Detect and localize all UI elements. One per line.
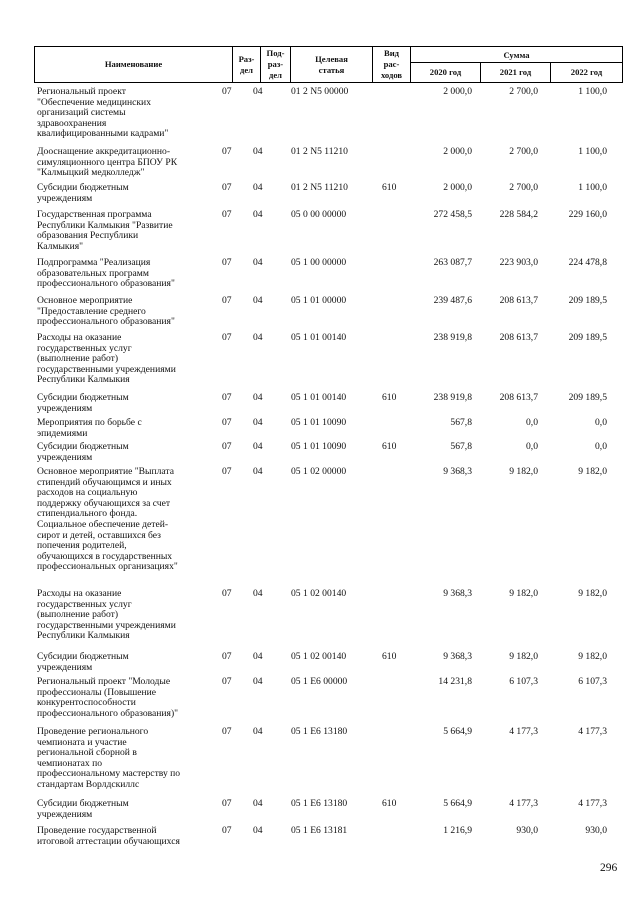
row-subsection: 04 xyxy=(253,676,263,687)
row-amount-2022: 1 100,0 xyxy=(578,146,607,157)
row-name: Мероприятия по борьбе с эпидемиями xyxy=(37,417,142,439)
row-target: 05 1 02 00000 xyxy=(291,466,347,477)
row-target: 05 1 00 00000 xyxy=(291,257,347,268)
row-expense-type: 610 xyxy=(382,182,397,193)
row-amount-2021: 208 613,7 xyxy=(499,392,538,403)
row-amount-2022: 4 177,3 xyxy=(578,726,607,737)
row-subsection: 04 xyxy=(253,825,263,836)
row-section: 07 xyxy=(222,466,232,477)
page-number: 296 xyxy=(600,862,618,874)
row-subsection: 04 xyxy=(253,295,263,306)
header-sum: Сумма xyxy=(411,47,622,63)
row-amount-2021: 0,0 xyxy=(526,417,538,428)
header-target: Целевая статья xyxy=(291,47,373,82)
row-section: 07 xyxy=(222,825,232,836)
row-amount-2022: 1 100,0 xyxy=(578,182,607,193)
row-amount-2020: 263 087,7 xyxy=(433,257,472,268)
row-expense-type: 610 xyxy=(382,798,397,809)
row-expense-type: 610 xyxy=(382,651,397,662)
row-target: 05 1 E6 13180 xyxy=(291,726,348,737)
row-subsection: 04 xyxy=(253,332,263,343)
row-target: 01 2 N5 11210 xyxy=(291,182,348,193)
row-amount-2020: 1 216,9 xyxy=(443,825,472,836)
row-amount-2020: 9 368,3 xyxy=(443,466,472,477)
row-target: 01 2 N5 00000 xyxy=(291,86,349,97)
row-target: 05 1 01 00140 xyxy=(291,332,347,343)
row-amount-2022: 229 160,0 xyxy=(568,209,607,220)
row-section: 07 xyxy=(222,798,232,809)
row-amount-2021: 0,0 xyxy=(526,441,538,452)
row-amount-2022: 209 189,5 xyxy=(568,392,607,403)
row-target: 05 1 E6 13180 xyxy=(291,798,348,809)
row-amount-2022: 9 182,0 xyxy=(578,651,607,662)
header-expense-type: Вид рас- ходов xyxy=(373,47,411,82)
row-amount-2020: 5 664,9 xyxy=(443,798,472,809)
row-name: Субсидии бюджетным учреждениям xyxy=(37,798,129,820)
header-2022: 2022 год xyxy=(570,67,603,77)
row-amount-2022: 0,0 xyxy=(595,417,607,428)
row-subsection: 04 xyxy=(253,392,263,403)
row-subsection: 04 xyxy=(253,588,263,599)
row-section: 07 xyxy=(222,726,232,737)
row-amount-2022: 0,0 xyxy=(595,441,607,452)
row-amount-2021: 4 177,3 xyxy=(509,726,538,737)
row-amount-2021: 208 613,7 xyxy=(499,332,538,343)
table-header xyxy=(34,46,623,83)
row-amount-2021: 4 177,3 xyxy=(509,798,538,809)
row-target: 05 1 01 10090 xyxy=(291,417,347,428)
row-amount-2020: 567,8 xyxy=(450,417,472,428)
row-target: 05 1 01 00000 xyxy=(291,295,347,306)
row-name: Расходы на оказание государственных услуг (выполнение работ) государственными учреждениями Республики Калмыкия xyxy=(37,332,176,386)
row-amount-2021: 930,0 xyxy=(516,825,538,836)
row-section: 07 xyxy=(222,392,232,403)
row-section: 07 xyxy=(222,86,232,97)
row-amount-2022: 209 189,5 xyxy=(568,295,607,306)
row-amount-2021: 6 107,3 xyxy=(509,676,538,687)
row-target: 05 1 01 00140 xyxy=(291,392,347,403)
row-amount-2022: 9 182,0 xyxy=(578,466,607,477)
row-expense-type: 610 xyxy=(382,441,397,452)
row-amount-2020: 2 000,0 xyxy=(443,86,472,97)
row-amount-2022: 1 100,0 xyxy=(578,86,607,97)
row-amount-2022: 6 107,3 xyxy=(578,676,607,687)
row-amount-2022: 4 177,3 xyxy=(578,798,607,809)
row-amount-2021: 9 182,0 xyxy=(509,651,538,662)
row-target: 05 0 00 00000 xyxy=(291,209,347,220)
row-subsection: 04 xyxy=(253,257,263,268)
row-subsection: 04 xyxy=(253,182,263,193)
row-amount-2021: 223 903,0 xyxy=(499,257,538,268)
row-target: 05 1 01 10090 xyxy=(291,441,347,452)
header-section: Раз- дел xyxy=(233,47,261,82)
row-section: 07 xyxy=(222,417,232,428)
row-name: Проведение регионального чемпионата и участие региональной сборной в чемпионатах по профессиональному мастерству по стандартам Ворлдскиллс xyxy=(37,726,181,790)
row-name: Субсидии бюджетным учреждениям xyxy=(37,441,129,463)
row-name: Субсидии бюджетным учреждениям xyxy=(37,392,129,414)
row-amount-2021: 228 584,2 xyxy=(499,209,538,220)
row-name: Региональный проект "Молодые профессионалы (Повышение конкурентоспособности профессионального образования)" xyxy=(37,676,179,719)
row-name: Подпрограмма "Реализация образовательных программ профессионального образования" xyxy=(37,257,175,290)
row-section: 07 xyxy=(222,676,232,687)
row-amount-2020: 239 487,6 xyxy=(433,295,472,306)
row-target: 01 2 N5 11210 xyxy=(291,146,348,157)
row-amount-2020: 238 919,8 xyxy=(433,332,472,343)
row-amount-2021: 2 700,0 xyxy=(509,146,538,157)
row-amount-2020: 567,8 xyxy=(450,441,472,452)
row-subsection: 04 xyxy=(253,726,263,737)
row-name: Основное мероприятие "Выплата стипендий обучающимся и иных расходов на социальную поддержку обучающихся за счет стипендиального фонда. Социальное обеспечение детей- сирот и детей, оставшихся без попечения родителей, обучающихся в государственных профессиональных организациях" xyxy=(37,466,178,573)
row-section: 07 xyxy=(222,146,232,157)
row-amount-2022: 224 478,8 xyxy=(568,257,607,268)
row-section: 07 xyxy=(222,182,232,193)
row-subsection: 04 xyxy=(253,441,263,452)
row-amount-2020: 2 000,0 xyxy=(443,146,472,157)
row-amount-2022: 209 189,5 xyxy=(568,332,607,343)
row-target: 05 1 E6 00000 xyxy=(291,676,348,687)
row-amount-2022: 930,0 xyxy=(585,825,607,836)
header-2021: 2021 год xyxy=(481,62,551,82)
row-section: 07 xyxy=(222,295,232,306)
row-subsection: 04 xyxy=(253,651,263,662)
row-name: Расходы на оказание государственных услуг (выполнение работ) государственными учреждениями Республики Калмыкия xyxy=(37,588,176,642)
header-subsection: Под- раз- дел xyxy=(261,47,291,82)
row-section: 07 xyxy=(222,332,232,343)
row-subsection: 04 xyxy=(253,86,263,97)
row-amount-2021: 2 700,0 xyxy=(509,182,538,193)
row-section: 07 xyxy=(222,209,232,220)
row-subsection: 04 xyxy=(253,417,263,428)
row-amount-2020: 238 919,8 xyxy=(433,392,472,403)
row-name: Дооснащение аккредитационно- симуляционного центра БПОУ РК "Калмыцкий медколледж" xyxy=(37,146,178,179)
row-name: Субсидии бюджетным учреждениям xyxy=(37,182,129,204)
row-expense-type: 610 xyxy=(382,392,397,403)
row-amount-2021: 9 182,0 xyxy=(509,588,538,599)
header-name: Наименование xyxy=(35,47,233,82)
row-section: 07 xyxy=(222,651,232,662)
row-amount-2021: 9 182,0 xyxy=(509,466,538,477)
row-name: Региональный проект "Обеспечение медицинских организаций системы здравоохранения квалифицированными кадрами" xyxy=(37,86,169,140)
row-amount-2020: 5 664,9 xyxy=(443,726,472,737)
row-name: Проведение государственной итоговой аттестации обучающихся xyxy=(37,825,180,847)
row-amount-2020: 9 368,3 xyxy=(443,651,472,662)
row-amount-2020: 2 000,0 xyxy=(443,182,472,193)
row-amount-2020: 14 231,8 xyxy=(438,676,472,687)
row-subsection: 04 xyxy=(253,146,263,157)
row-name: Субсидии бюджетным учреждениям xyxy=(37,651,129,673)
row-name: Государственная программа Республики Калмыкия "Развитие образования Республики Калмыкия" xyxy=(37,209,173,252)
row-subsection: 04 xyxy=(253,209,263,220)
row-section: 07 xyxy=(222,441,232,452)
row-amount-2021: 208 613,7 xyxy=(499,295,538,306)
row-amount-2020: 9 368,3 xyxy=(443,588,472,599)
header-2020: 2020 год xyxy=(411,62,481,82)
row-subsection: 04 xyxy=(253,466,263,477)
row-section: 07 xyxy=(222,257,232,268)
row-amount-2021: 2 700,0 xyxy=(509,86,538,97)
row-target: 05 1 02 00140 xyxy=(291,588,347,599)
row-target: 05 1 02 00140 xyxy=(291,651,347,662)
row-amount-2022: 9 182,0 xyxy=(578,588,607,599)
row-name: Основное мероприятие "Предоставление среднего профессионального образования" xyxy=(37,295,175,328)
row-amount-2020: 272 458,5 xyxy=(433,209,472,220)
row-target: 05 1 E6 13181 xyxy=(291,825,348,836)
row-section: 07 xyxy=(222,588,232,599)
row-subsection: 04 xyxy=(253,798,263,809)
